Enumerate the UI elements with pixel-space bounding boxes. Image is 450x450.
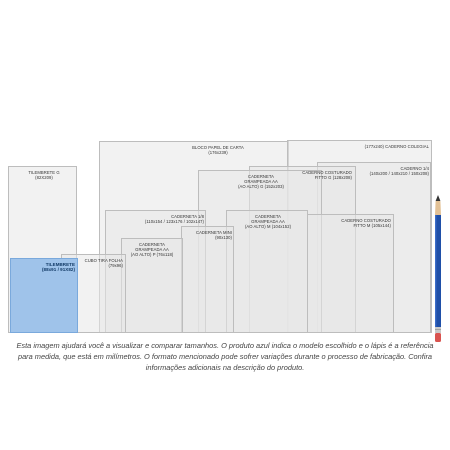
label-caderneta-mini: CADERNETA MINI (90x130)	[196, 230, 232, 240]
label-caderno-1-4: CADERNO 1/4 (140x200 / 140x210 / 150x208)	[369, 166, 429, 176]
box-caderneta-mini	[181, 226, 234, 333]
label-caderno-costurado-fitto-g: CADERNO COSTURADO FITTO G (128x208)	[302, 170, 352, 180]
pencil-icon	[432, 195, 444, 343]
label-bloco-papel-de-carta: BLOCO PAPEL DE CARTA (176x239)	[192, 145, 244, 155]
label-tilembrete-g: TILEMBRETE G (82X209)	[28, 170, 60, 180]
label-selected-product: TILEMBRETE (88x91 / 91X82)	[41, 262, 75, 272]
box-caderno-costurado-fitto-m	[307, 214, 394, 333]
caption-text: Esta imagem ajudará você a visualizar e comparar tamanhos. O produto azul indica o modelo escolhido e o lápis é a referência para medida, que está em milímetros. O formato mencionado pode sofrer variações durante o processo de fabricação. Confira informações adicionais na descrição do produto.	[16, 341, 434, 372]
label-caderneta-grampeada-aa-p: CADERNETA GRAMPEADA AA (AO ALTO) P (76x118)	[130, 242, 174, 257]
label-caderneta-grampeada-aa-g: CADERNETA GRAMPEADA AA (AO ALTO) G (152x203)	[238, 174, 284, 189]
label-caderneta-1-8: CADERNETA 1/8 (110x154 / 123x176 / 102x147)	[144, 214, 204, 224]
label-caderneta-grampeada-aa-m: CADERNETA GRAMPEADA AA (AO ALTO) M (104x152)	[244, 214, 292, 229]
label-caderno-colegial: (177x240) CADERNO COLEGIAL	[364, 144, 429, 149]
label-cubo-tira-folha: CUBO TIRA FOLHA (79x96)	[84, 258, 123, 268]
label-caderno-costurado-fitto-m: CADERNO COSTURADO FITTO M (105x144)	[341, 218, 391, 228]
